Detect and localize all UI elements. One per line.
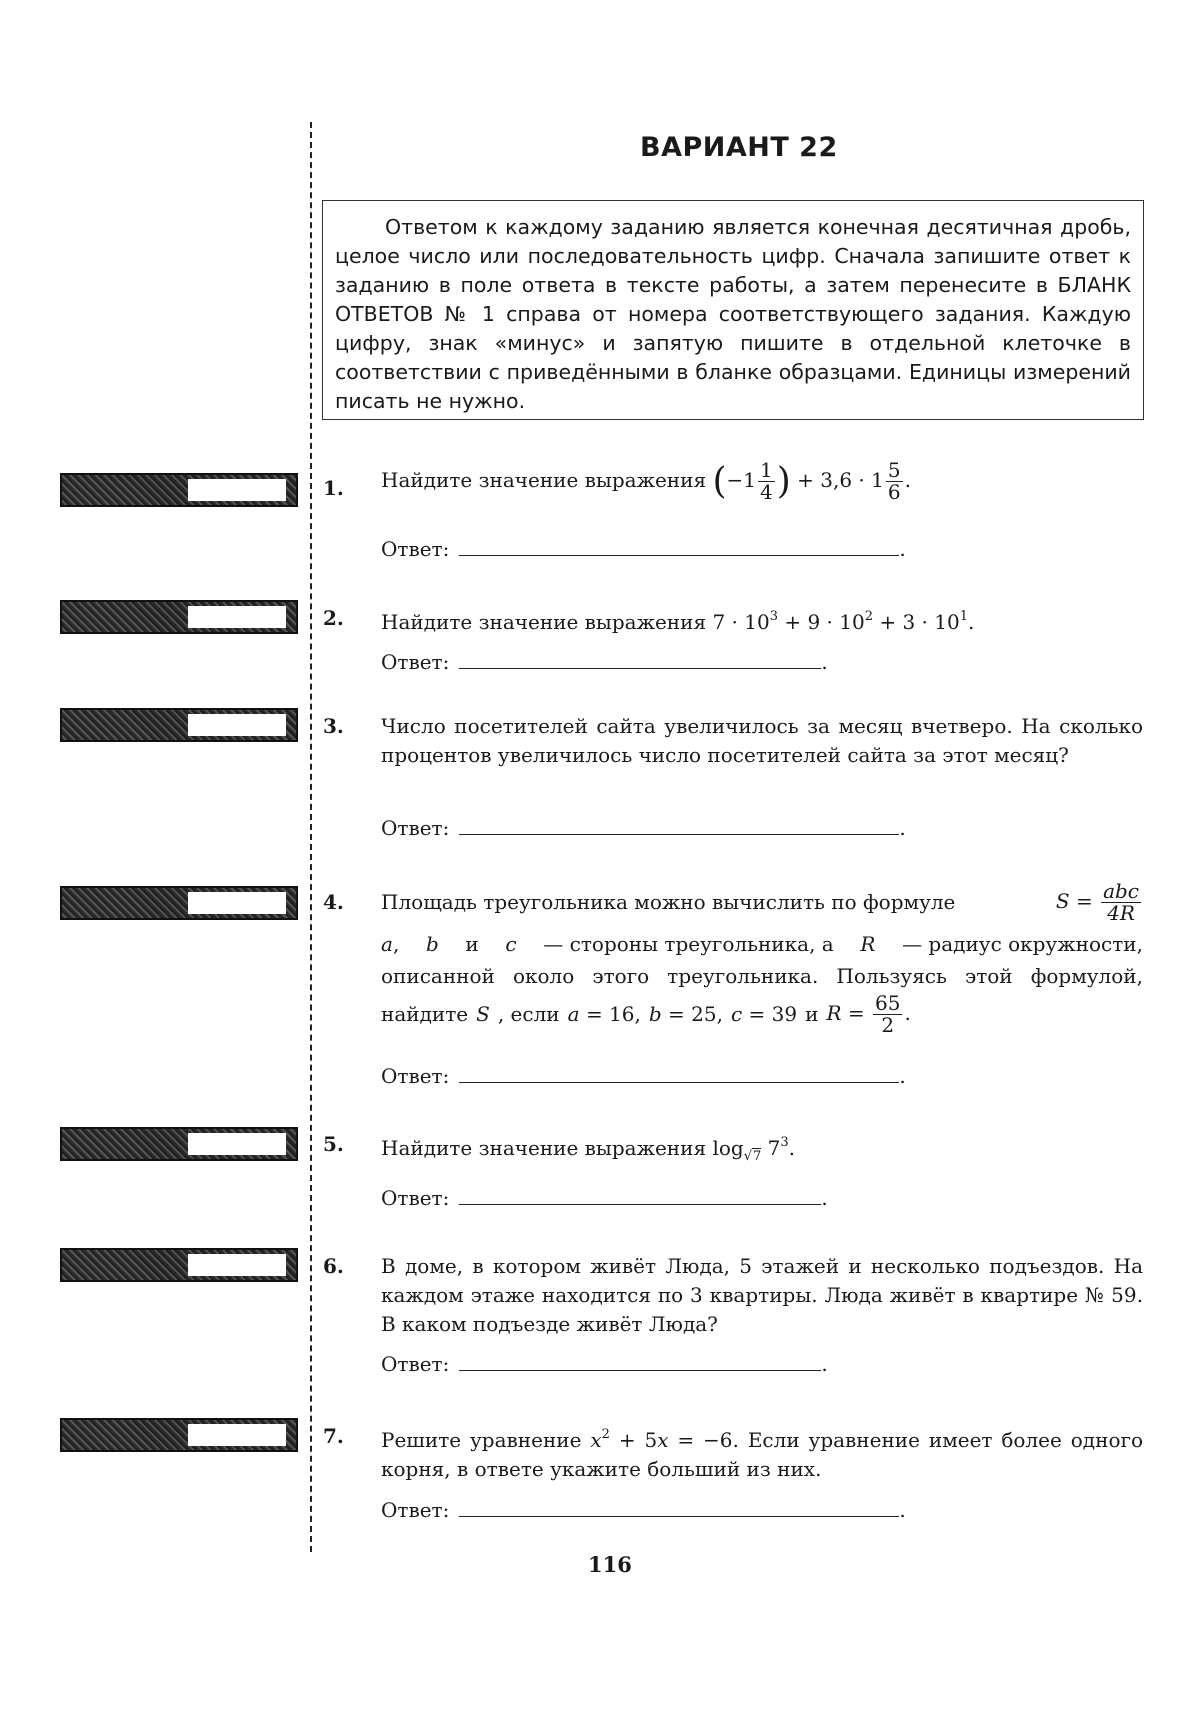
answer-marker-3 [60, 708, 298, 742]
answer-label: Ответ: [381, 1352, 450, 1376]
fraction [758, 460, 775, 503]
answer-label: Ответ: [381, 816, 450, 840]
marker-slot [188, 714, 286, 736]
math-var: c [505, 932, 517, 956]
question-text: Число посетителей сайта увеличилось за месяц вчетверо. На сколько процентов увеличилось число посетителей сайта за этот месяц? [381, 714, 1143, 767]
answer-field[interactable] [459, 535, 899, 556]
question-number: 6. [323, 1254, 344, 1278]
q4-line-2 [381, 930, 1143, 962]
answer-field[interactable] [459, 1184, 821, 1205]
fraction [1101, 878, 1141, 925]
answer-marker-1 [60, 473, 298, 507]
answer-field[interactable] [459, 814, 899, 835]
instructions-box: Ответом к каждому заданию является конечная десятичная дробь, целое число или последовательность цифр. Сначала запишите ответ к заданию в поле ответа в тексте работы, а затем перенесите в БЛАНК ОТВЕТОВ № 1 справа от номера соответствующего задания. Каждую цифру, знак «минус» и запятую пишите в отдельной клеточке в соответствии с приведёнными в бланке образцами. Единицы измерений писать не нужно. [322, 200, 1144, 420]
math-term: = [1075, 888, 1093, 913]
question-number: 5. [323, 1132, 344, 1156]
answer-row-2: Ответ: . [381, 650, 828, 674]
math-expression [712, 458, 911, 504]
answer-row-1: Ответ: . [381, 537, 906, 561]
answer-marker-5 [60, 1127, 298, 1161]
math-var: b [425, 932, 439, 956]
answer-label: Ответ: [381, 537, 450, 561]
fraction [873, 990, 902, 1037]
question-number: 3. [323, 714, 344, 738]
question-text: Найдите значение выражения [381, 468, 707, 492]
question-text: и [465, 932, 479, 956]
question-1-text [381, 460, 1143, 503]
exponent: 1 [959, 609, 968, 624]
question-5-text [381, 1128, 1143, 1171]
marker-slot [188, 1133, 286, 1155]
denominator: 4 [759, 480, 773, 504]
question-text: — радиус окружности, [902, 932, 1143, 956]
exponent: 2 [864, 609, 873, 624]
marker-slot [188, 1254, 286, 1276]
math-term: = −6. [677, 1428, 739, 1452]
exponent: 3 [769, 609, 778, 624]
answer-marker-2 [60, 600, 298, 634]
question-text: , если [497, 1001, 560, 1026]
math-term: . [904, 468, 911, 492]
answer-label: Ответ: [381, 1064, 450, 1088]
math-var: S [1055, 888, 1070, 913]
numerator: 65 [875, 990, 901, 1015]
question-text: описанной около этого треугольника. Пользуясь этой формулой, [381, 964, 1143, 988]
question-text: Найдите значение выражения [381, 1136, 707, 1160]
math-var: b [648, 1001, 662, 1026]
exponent: 2 [601, 1427, 610, 1442]
answer-row-6: Ответ: . [381, 1352, 828, 1376]
q4-line-4: найдите S , если a = 16, b = 25, c = 39 и R = $\frac{65}{2}$ . [381, 990, 911, 1037]
denominator: 6 [887, 480, 901, 504]
fraction [886, 460, 903, 503]
math-var: S [476, 1001, 490, 1026]
answer-row-4: Ответ: . [381, 1064, 906, 1088]
exponent: 3 [780, 1135, 789, 1150]
math-term: + 3,6 · 1 [797, 468, 884, 492]
question-text: найдите [381, 1001, 469, 1026]
math-term: . [788, 1136, 796, 1160]
math-expression [712, 610, 974, 634]
question-text: Если уравнение имеет более одного корня, в ответе укажите больший из них. [381, 1428, 1144, 1481]
question-text: Площадь треугольника можно вычислить по формуле [381, 889, 956, 914]
question-4-text [381, 880, 1143, 1036]
numerator: abc [1103, 878, 1139, 903]
question-number: 4. [323, 890, 344, 914]
page-number: 116 [588, 1552, 632, 1577]
question-text: и [805, 1001, 819, 1026]
math-var: a [381, 932, 393, 956]
answer-row-5: Ответ: . [381, 1186, 828, 1210]
math-term: = 25 [668, 1001, 717, 1026]
question-number: 1. [323, 476, 344, 500]
math-var: a [567, 1001, 580, 1026]
question-number: 2. [323, 606, 344, 630]
marker-slot [188, 892, 286, 914]
log-base: 7 [753, 1149, 762, 1164]
marker-slot [188, 1424, 286, 1446]
denominator: 4R [1107, 900, 1135, 925]
answer-label: Ответ: [381, 1186, 450, 1210]
log-expression: $\log_{√7} 7^3$. [712, 1135, 796, 1164]
answer-field[interactable] [459, 1350, 821, 1371]
math-term: 7 · 10 [712, 610, 770, 634]
question-text: — стороны треугольника, а [543, 932, 834, 956]
math-term: + 9 · 10 [777, 610, 865, 634]
answer-field[interactable] [459, 1062, 899, 1083]
q4-line-1 [381, 880, 1143, 924]
answer-label: Ответ: [381, 1498, 450, 1522]
answer-field[interactable] [459, 1496, 899, 1517]
numerator: 5 [887, 458, 901, 482]
math-term: . [967, 610, 975, 634]
question-number: 7. [323, 1424, 344, 1448]
paren-close: ) [776, 461, 791, 502]
denominator: 2 [881, 1012, 895, 1037]
math-term: log [712, 1136, 744, 1160]
paren-open: ( [712, 461, 727, 502]
answer-row-7: Ответ: . [381, 1498, 906, 1522]
math-term: 7 [767, 1136, 781, 1160]
math-term: −1 [726, 468, 756, 492]
math-term: = 16 [585, 1001, 635, 1026]
marker-slot [188, 606, 286, 628]
math-term: + 5 [618, 1428, 658, 1452]
area-formula [1055, 878, 1143, 925]
answer-field[interactable] [459, 648, 821, 669]
page-title: ВАРИАНТ 22 [640, 132, 838, 163]
cut-line [310, 122, 312, 1552]
math-var: x [590, 1428, 602, 1452]
marker-slot [188, 479, 286, 501]
answer-row-3: Ответ: . [381, 816, 906, 840]
math-term: + 3 · 10 [872, 610, 960, 634]
question-2-text [381, 602, 1143, 637]
math-term: = 39 [748, 1001, 798, 1026]
math-var: x [657, 1428, 669, 1452]
question-7-text [381, 1420, 1143, 1484]
answer-marker-6 [60, 1248, 298, 1282]
math-var: R [860, 932, 876, 956]
math-term: , [392, 932, 400, 956]
answer-marker-7 [60, 1418, 298, 1452]
math-var: R [826, 1000, 842, 1025]
question-text: Решите уравнение [381, 1428, 582, 1452]
answer-label: Ответ: [381, 650, 450, 674]
answer-marker-4 [60, 886, 298, 920]
numerator: 1 [759, 458, 773, 482]
math-term: . [904, 1000, 911, 1025]
question-text: Найдите значение выражения [381, 610, 707, 634]
math-var: c [730, 1001, 743, 1026]
quadratic-equation [590, 1428, 739, 1452]
question-text: В доме, в котором живёт Люда, 5 этажей и несколько подъездов. На каждом этаже находится по 3 квартиры. Люда живёт в квартире № 59. В каком подъезде живёт Люда? [381, 1254, 1143, 1336]
